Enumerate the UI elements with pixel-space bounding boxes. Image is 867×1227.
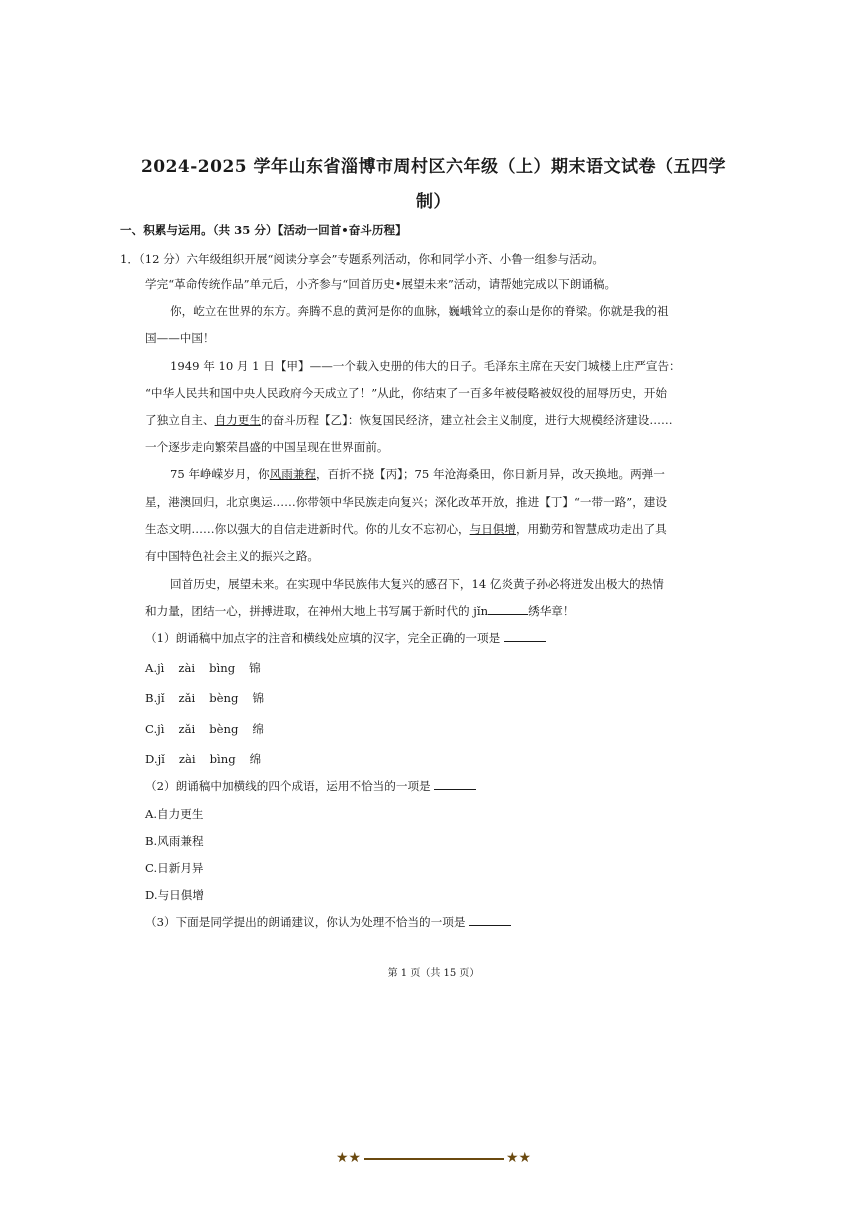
- para3-line3: [145, 521, 667, 537]
- answer-blank-3[interactable]: [469, 914, 511, 926]
- sub1-stem-text: （1）朗诵稿中加点字的注音和横线处应填的汉字，完全正确的一项是: [145, 631, 501, 645]
- para1-line1: 你，屹立在世界的东方。奔腾不息的黄河是你的血脉，巍峨耸立的泰山是你的脊梁。你就是我的祖: [170, 304, 669, 318]
- sub2-option-d[interactable]: D.与日俱增: [145, 888, 204, 902]
- para4-line1: 回首历史，展望未来。在实现中华民族伟大复兴的感召下，14 亿炎黄子孙必将迸发出极大的热情: [170, 577, 664, 591]
- section-heading: 一、积累与运用。（共 35 分）【活动一回首•奋斗历程】: [120, 223, 407, 237]
- sub1-option-b[interactable]: B.jǐ zǎi bèng 锦: [145, 691, 265, 705]
- para3-line3-b: ，用勤劳和智慧成功走出了具: [516, 522, 667, 536]
- sub2-option-b[interactable]: B.风雨兼程: [145, 834, 204, 848]
- para3-line1-b: ，百折不挠【丙】；75 年沧海桑田，你日新月异，改天换地。两弹一: [316, 467, 665, 481]
- para4-line2: [145, 603, 574, 619]
- para2-line3: [145, 412, 673, 428]
- fill-blank-jin[interactable]: [488, 603, 528, 615]
- para3-line3-a: 生态文明……你以强大的自信走进新时代。你的儿女不忘初心，: [145, 522, 470, 536]
- answer-blank-2[interactable]: [434, 778, 476, 790]
- star-icon-left: ★★: [336, 1150, 362, 1166]
- footer-decoration: [336, 1148, 532, 1168]
- para4-line2-a: 和力量，团结一心，拼搏进取，在神州大地上书写属于新时代的 jǐn: [145, 604, 489, 618]
- sub1-option-c[interactable]: C.jì zǎi bèng 绵: [145, 722, 264, 736]
- para3-line2: 星，港澳回归，北京奥运……你带领中华民族走向复兴；深化改革开放，推进【丁】“一带一路”，建设: [145, 495, 667, 509]
- decorative-rule: [364, 1158, 504, 1160]
- sub1-option-a[interactable]: A.jì zài bìng 锦: [145, 661, 261, 675]
- question1-intro2: 学完“革命传统作品”单元后，小齐参与“回首历史•展望未来”活动，请帮她完成以下朗诵稿。: [145, 277, 617, 291]
- para3-line1-a: 75 年峥嵘岁月，你: [170, 467, 270, 481]
- star-icon-right: ★★: [506, 1150, 532, 1166]
- sub1-option-d[interactable]: D.jǐ zài bìng 绵: [145, 752, 262, 766]
- idiom-fengyu-jiancheng: 风雨兼程: [269, 467, 316, 481]
- para2-line1: 1949 年 10 月 1 日【甲】——一个载入史册的伟大的日子。毛泽东主席在天安门城楼上庄严宣告：: [170, 359, 681, 373]
- para2-line3-a: 了独立自主、: [145, 413, 215, 427]
- sub2-option-c[interactable]: C.日新月异: [145, 861, 204, 875]
- para2-line3-b: 的奋斗历程【乙】：恢复国民经济，建立社会主义制度，进行大规模经济建设……: [260, 413, 673, 427]
- sub3-stem: [145, 914, 511, 930]
- exam-title-line2: 制）: [416, 192, 451, 212]
- answer-blank-1[interactable]: [504, 630, 546, 642]
- idiom-yuri-juzeng: 与日俱增: [469, 522, 517, 536]
- question1-intro: 1．（12 分）六年级组织开展“阅读分享会”专题系列活动，你和同学小齐、小鲁一组参与活动。: [120, 252, 605, 266]
- sub2-stem: [145, 778, 476, 794]
- para2-line4: 一个逐步走向繁荣昌盛的中国呈现在世界面前。: [145, 440, 389, 454]
- sub2-stem-text: （2）朗诵稿中加横线的四个成语，运用不恰当的一项是: [145, 779, 431, 793]
- page-number: 第 1 页（共 15 页）: [387, 968, 480, 979]
- para3-line1: [170, 466, 665, 482]
- sub1-stem: [145, 630, 546, 646]
- para3-line4: 有中国特色社会主义的振兴之路。: [145, 549, 319, 563]
- para1-line2: 国——中国！: [145, 331, 215, 345]
- para4-line2-b: 绣华章！: [528, 604, 575, 618]
- sub2-option-a[interactable]: A.自力更生: [145, 807, 204, 821]
- sub3-stem-text: （3）下面是同学提出的朗诵建议，你认为处理不恰当的一项是: [145, 915, 466, 929]
- idiom-zili-gengsheng: 自力更生: [214, 413, 261, 427]
- para2-line2: “中华人民共和国中央人民政府今天成立了！”从此，你结束了一百多年被侵略被奴役的屈辱历史，开始: [145, 386, 667, 400]
- exam-title-line1: 2024-2025 学年山东省淄博市周村区六年级（上）期末语文试卷（五四学: [140, 157, 727, 177]
